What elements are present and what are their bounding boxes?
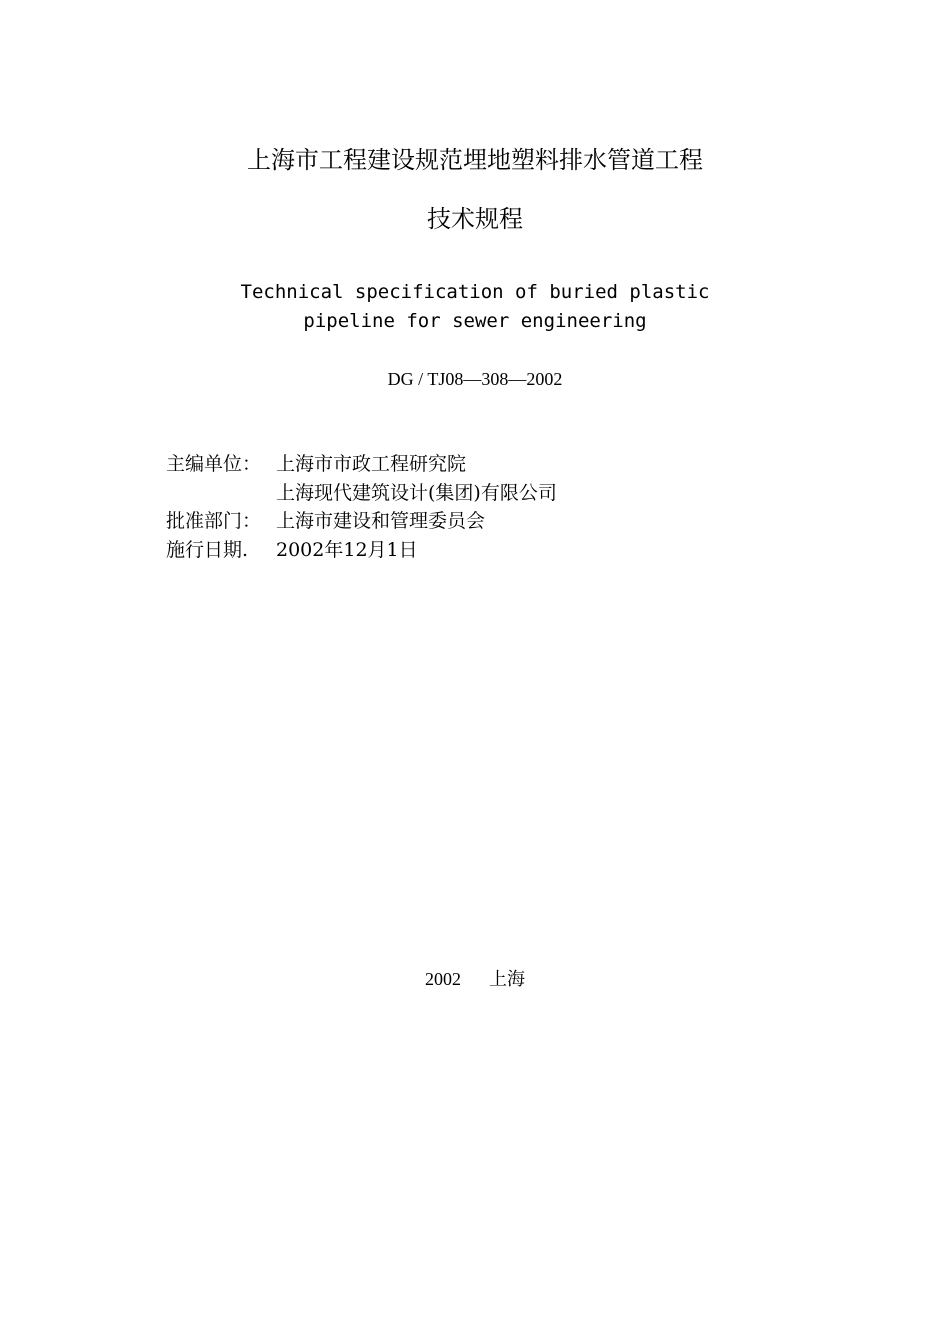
footer — [0, 966, 950, 992]
footer-year: 2002 — [425, 969, 461, 989]
editor-label: 主编单位： — [166, 453, 262, 475]
english-title — [0, 278, 950, 336]
editor-label-spacer — [166, 479, 276, 508]
approver-row — [166, 507, 557, 536]
approver-value: 上海市建设和管理委员会 — [276, 510, 486, 532]
footer-place: 上海 — [489, 969, 525, 989]
date-row — [166, 536, 557, 565]
editor-unit-1: 上海市市政工程研究院 — [276, 453, 467, 475]
chinese-title-line-1: 上海市工程建设规范埋地塑料排水管道工程 — [247, 146, 703, 174]
editor-row — [166, 450, 557, 479]
editor-unit-2: 上海现代建筑设计(集团)有限公司 — [276, 481, 557, 504]
date-value: 2002年12月1日 — [276, 538, 418, 561]
chinese-title-line-2: 技术规程 — [427, 205, 523, 233]
publication-info — [166, 450, 557, 564]
english-title-line-2: pipeline for sewer engineering — [303, 310, 647, 332]
date-label: 施行日期. — [166, 538, 249, 561]
english-title-line-1: Technical specification of buried plastic — [240, 281, 710, 303]
editor-row-2 — [166, 479, 557, 508]
standard-code: DG / TJ08—308—2002 — [387, 369, 563, 389]
approver-label: 批准部门： — [166, 510, 262, 532]
